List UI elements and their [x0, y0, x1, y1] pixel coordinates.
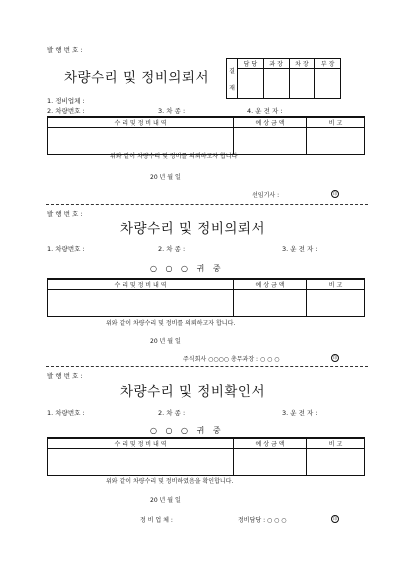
col-repair-details: 수 리 및 정 비 내 역 [48, 117, 234, 128]
date-line: 20 년 월 일 [150, 338, 181, 345]
issue-number-label: 발 행 번 호 : [47, 210, 83, 218]
issue-number-label: 발 행 번 호 : [47, 46, 83, 54]
remarks-cell[interactable] [307, 290, 365, 317]
field-driver: 4. 운 전 자 : [247, 107, 283, 115]
col-remarks: 비 고 [307, 117, 365, 128]
approval-side-label: 결 재 [227, 59, 238, 99]
repair-details-cell[interactable] [48, 449, 234, 476]
addressee: ○ ○ ○ 귀 중 [150, 264, 224, 273]
col-estimated-cost: 예 상 금 액 [234, 117, 307, 128]
cut-line [46, 204, 368, 205]
confirm-statement: 위와 같이 차량수리 및 정비하였음을 확인합니다. [106, 478, 234, 485]
field-vehicle-type: 2. 차 종 : [158, 409, 186, 417]
field-vehicle-no: 1. 차량번호 : [47, 409, 85, 417]
approval-sign-cell[interactable] [315, 69, 341, 99]
form-title: 차량수리 및 정비의뢰서 [120, 221, 265, 237]
approval-box [226, 58, 341, 99]
form-title: 차량수리 및 정비확인서 [120, 384, 265, 400]
date-line: 20 년 월 일 [150, 174, 181, 181]
remarks-cell[interactable] [307, 128, 365, 155]
repair-table [47, 278, 365, 317]
repair-table [47, 116, 365, 155]
remarks-cell[interactable] [307, 449, 365, 476]
seal-icon: 印 [333, 355, 337, 360]
request-statement: 위와 같이 차량수리 및 정비를 의뢰하고자 합니다 [110, 153, 238, 160]
issue-number-label: 발 행 번 호 : [47, 372, 83, 380]
signer-line: 주식회사 ○○○○ 총무과장 : ○ ○ ○ [183, 356, 280, 363]
repair-table [47, 437, 365, 476]
col-estimated-cost: 예 상 금 액 [234, 438, 307, 449]
approval-sign-cell[interactable] [238, 69, 264, 99]
estimated-cost-cell[interactable] [234, 290, 307, 317]
field-vehicle-type: 2. 차 종 : [158, 245, 186, 253]
col-remarks: 비 고 [307, 279, 365, 290]
approval-sign-cell[interactable] [289, 69, 315, 99]
approval-col-manager: 과 장 [263, 59, 289, 69]
field-driver: 3. 운 전 자 : [282, 245, 318, 253]
field-vehicle-no: 1. 차량번호 : [47, 245, 85, 253]
signer-line: 정비담당 : ○ ○ ○ [238, 517, 287, 524]
approval-col-director: 부 장 [315, 59, 341, 69]
field-driver: 3. 운 전 자 : [282, 409, 318, 417]
date-line: 20 년 월 일 [150, 497, 181, 504]
seal-icon: 印 [333, 516, 337, 521]
request-statement: 위와 같이 차량수리 및 정비를 의뢰하고자 합니다. [106, 320, 236, 327]
signer-line: 선임기사 : [252, 192, 280, 199]
col-remarks: 비 고 [307, 438, 365, 449]
col-repair-details: 수 리 및 정 비 내 역 [48, 438, 234, 449]
col-estimated-cost: 예 상 금 액 [234, 279, 307, 290]
company-label: 정 비 업 체 : [140, 517, 173, 524]
field-vehicle-type: 3. 차 종 : [158, 107, 186, 115]
approval-col-staff: 담 당 [238, 59, 264, 69]
col-repair-details: 수 리 및 정 비 내 역 [48, 279, 234, 290]
estimated-cost-cell[interactable] [234, 128, 307, 155]
field-vehicle-no: 2. 차량번호 : [47, 107, 85, 115]
seal-icon: 印 [333, 191, 337, 196]
cut-line [46, 366, 368, 367]
addressee: ○ ○ ○ 귀 중 [150, 426, 224, 435]
form-title: 차량수리 및 정비의뢰서 [64, 70, 209, 86]
approval-sign-cell[interactable] [263, 69, 289, 99]
estimated-cost-cell[interactable] [234, 449, 307, 476]
field-company: 1. 정비업체 : [47, 97, 85, 105]
approval-col-deputy: 차 장 [289, 59, 315, 69]
repair-details-cell[interactable] [48, 290, 234, 317]
